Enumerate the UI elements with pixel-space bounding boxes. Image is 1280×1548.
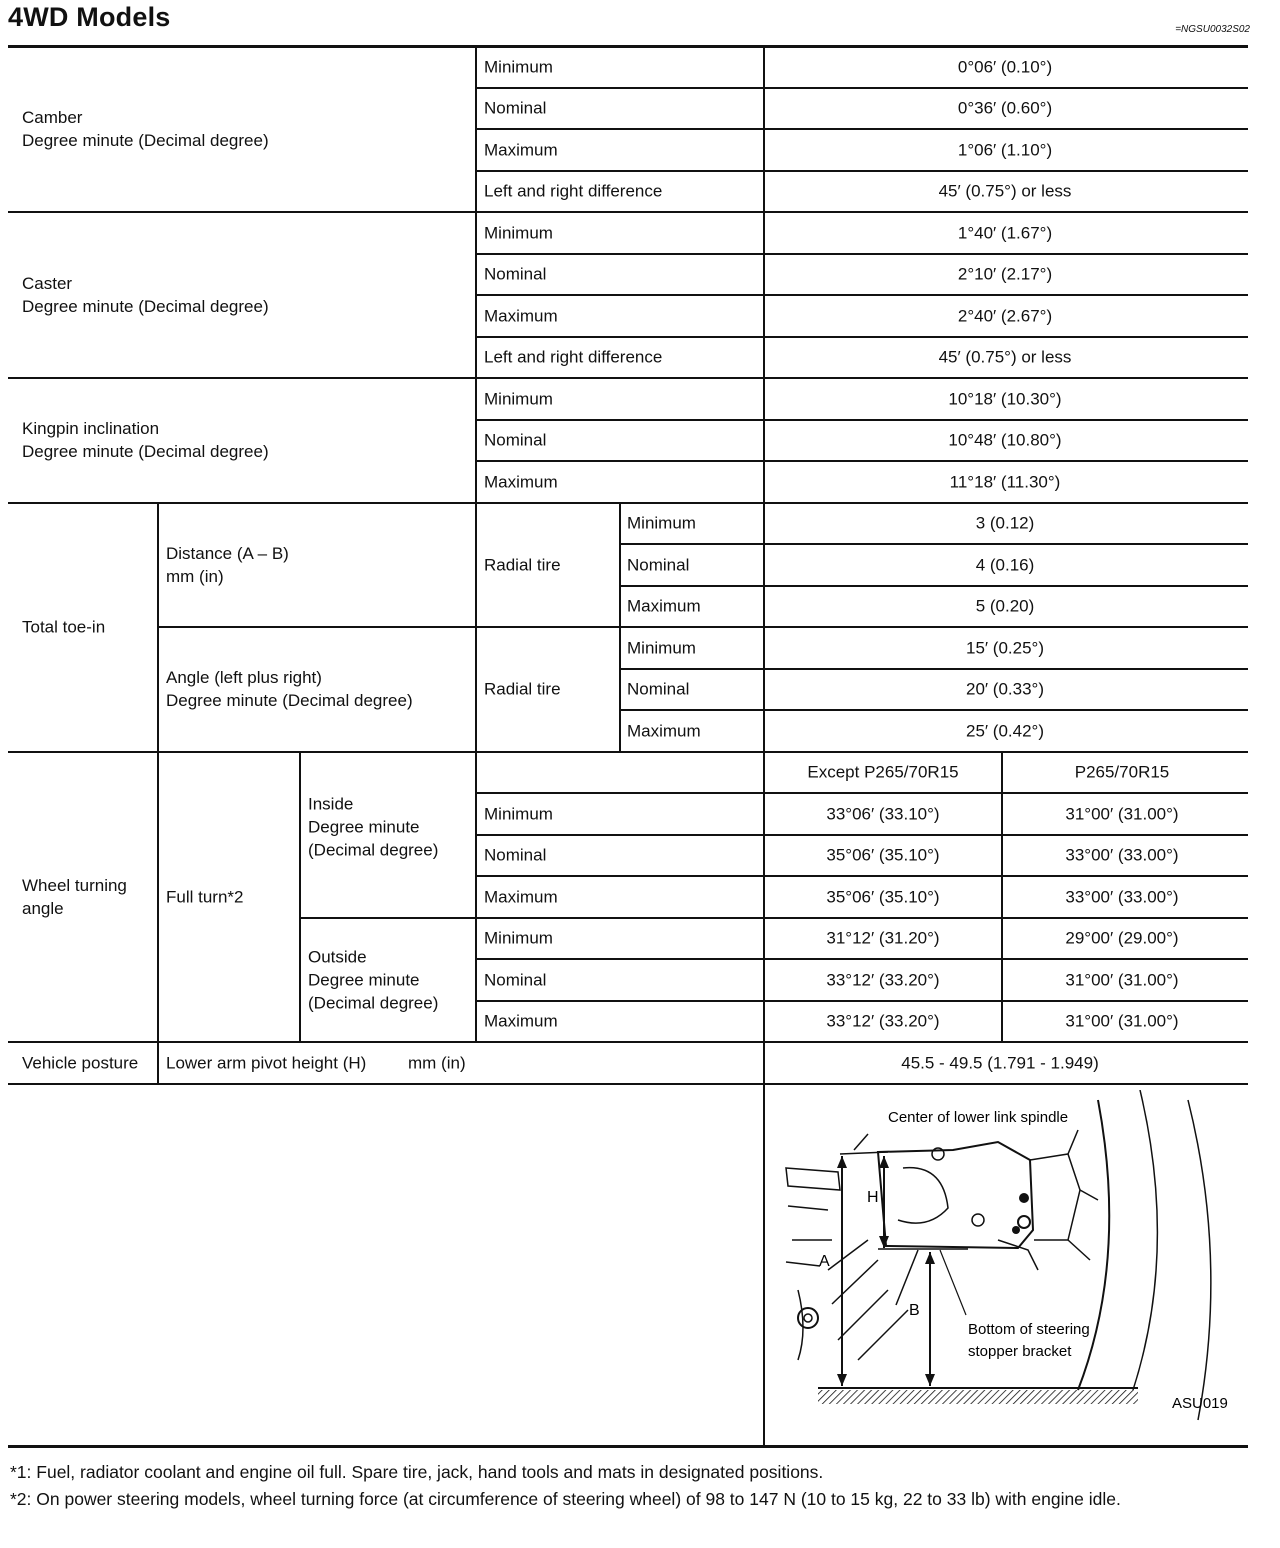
table-rule-h: [476, 87, 1248, 89]
camber-row-value: 0°06′ (0.10°): [957, 57, 1053, 77]
inside-row-value-p265: 31°00′ (31.00°): [1065, 804, 1179, 824]
outside-row-value-p265: 31°00′ (31.00°): [1065, 1011, 1179, 1031]
inside-row-label: Maximum: [484, 887, 558, 907]
inside-row-label: Minimum: [484, 804, 553, 824]
table-rule-v: [763, 1084, 765, 1447]
table-rule-h: [620, 668, 1248, 670]
camber-row-label: Left and right difference: [484, 181, 663, 201]
pivot-height-label: Lower arm pivot height (H): [166, 1053, 367, 1073]
inside-label: Inside Degree minute (Decimal degree): [308, 794, 439, 859]
table-rule-h: [300, 917, 1248, 919]
caster-row-label: Left and right difference: [484, 347, 663, 367]
table-rule-v: [475, 503, 477, 1043]
stopper-bracket-line-1: Bottom of steering: [968, 1321, 1090, 1338]
dimension-h-label: H: [867, 1189, 879, 1206]
table-rule-h: [8, 751, 1248, 753]
table-rule-h: [620, 709, 1248, 711]
page-title: 4WD Models: [8, 2, 171, 32]
inside-row-value-except: 35°06′ (35.10°): [826, 845, 940, 865]
table-rule-v: [763, 793, 765, 1042]
camber-row-label: Minimum: [484, 57, 553, 77]
wheel-turning-label: Wheel turning angle: [22, 875, 127, 918]
footnote-1: *1: Fuel, radiator coolant and engine oil full. Spare tire, jack, hand tools and mats in designated positions.: [10, 1462, 824, 1482]
stopper-bracket-label: [968, 1321, 1094, 1360]
vehicle-posture-label: Vehicle posture: [22, 1053, 139, 1073]
lower-arm-pivot-height-diagram: [768, 1090, 1248, 1430]
kingpin-label: Kingpin inclination Degree minute (Decimal degree): [22, 419, 269, 462]
radial-tire-label: Radial tire: [484, 679, 561, 699]
toe-distance-row-value: 3 (0.12): [975, 513, 1035, 533]
inside-row-value-except: 33°06′ (33.10°): [826, 804, 940, 824]
table-rule-h: [8, 211, 1248, 213]
toe-distance-row-label: Minimum: [627, 513, 696, 533]
camber-row-value: 0°36′ (0.60°): [957, 98, 1053, 118]
table-rule-h: [8, 377, 1248, 379]
outside-row-label: Minimum: [484, 928, 553, 948]
dimension-b-label: B: [909, 1302, 920, 1319]
figure-code: ASU019: [1172, 1395, 1228, 1412]
table-rule-h: [8, 1083, 1248, 1085]
center-spindle-label: Center of lower link spindle: [888, 1109, 1069, 1126]
table-rule-h: [8, 1041, 1248, 1043]
toe-distance-row-value: 4 (0.16): [975, 555, 1035, 575]
inside-row-label: Nominal: [484, 845, 547, 865]
toe-in-label: Total toe-in: [22, 617, 106, 637]
outside-row-value-except: 31°12′ (31.20°): [826, 928, 940, 948]
table-rule-h: [476, 294, 1248, 296]
stopper-bracket-line-2: stopper bracket: [968, 1343, 1072, 1360]
outside-row-label: Maximum: [484, 1011, 558, 1031]
table-rule-h: [620, 585, 1248, 587]
table-rule-v: [475, 46, 477, 503]
table-rule-h: [476, 170, 1248, 172]
toe-distance-row-label: Nominal: [627, 555, 690, 575]
toe-angle-row-label: Minimum: [627, 638, 696, 658]
table-rule-h: [8, 45, 1248, 48]
inside-row-value-p265: 33°00′ (33.00°): [1065, 845, 1179, 865]
table-rule-h: [476, 336, 1248, 338]
camber-row-label: Maximum: [484, 140, 558, 160]
outside-row-label: Nominal: [484, 970, 547, 990]
caster-row-value: 2°40′ (2.67°): [957, 306, 1053, 326]
table-rule-h: [476, 792, 1248, 794]
toe-distance-row-label: Maximum: [627, 596, 701, 616]
table-rule-v: [1001, 752, 1003, 1043]
toe-distance-label: Distance (A – B) mm (in): [166, 543, 289, 586]
outside-row-value-except: 33°12′ (33.20°): [826, 1011, 940, 1031]
outside-row-value-p265: 31°00′ (31.00°): [1065, 970, 1179, 990]
toe-angle-row-value: 15′ (0.25°): [965, 638, 1045, 658]
suspension-illustration: [768, 1090, 1248, 1430]
table-rule-h: [476, 253, 1248, 255]
caster-row-label: Nominal: [484, 264, 547, 284]
toe-angle-row-label: Nominal: [627, 679, 690, 699]
caster-row-label: Maximum: [484, 306, 558, 326]
table-rule-h: [476, 875, 1248, 877]
footnote-2: *2: On power steering models, wheel turning force (at circumference of steering wheel) of 98 to 147 N (10 to 15 kg, 22 to 33 lb) with engine idle.: [10, 1489, 1121, 1509]
toe-angle-row-value: 20′ (0.33°): [965, 679, 1045, 699]
toe-angle-label: Angle (left plus right) Degree minute (Decimal degree): [166, 668, 413, 711]
toe-distance-row-value: 5 (0.20): [975, 596, 1035, 616]
kingpin-row-label: Nominal: [484, 430, 547, 450]
caster-label: Caster Degree minute (Decimal degree): [22, 274, 269, 316]
column-header-except: Except P265/70R15: [807, 762, 959, 782]
camber-row-value: 45′ (0.75°) or less: [938, 181, 1072, 201]
pivot-height-value: 45.5 - 49.5 (1.791 - 1.949): [901, 1053, 1099, 1073]
inside-row-value-p265: 33°00′ (33.00°): [1065, 887, 1179, 907]
table-rule-h: [8, 502, 1248, 504]
table-rule-v: [763, 1042, 765, 1084]
kingpin-row-value: 10°48′ (10.80°): [948, 430, 1062, 450]
table-rule-h: [620, 543, 1248, 545]
table-rule-h: [158, 626, 1248, 628]
document-code: =NGSU0032S02: [1175, 24, 1250, 35]
kingpin-row-value: 11°18′ (11.30°): [949, 472, 1061, 492]
kingpin-row-label: Maximum: [484, 472, 558, 492]
kingpin-row-value: 10°18′ (10.30°): [948, 389, 1062, 409]
inside-row-value-except: 35°06′ (35.10°): [826, 887, 940, 907]
toe-angle-row-label: Maximum: [627, 721, 701, 741]
toe-angle-row-value: 25′ (0.42°): [965, 721, 1045, 741]
column-header-p265: P265/70R15: [1074, 762, 1170, 782]
outside-label: Outside Degree minute (Decimal degree): [308, 947, 439, 1013]
table-rule-v: [157, 503, 159, 1084]
table-rule-h: [476, 460, 1248, 462]
outside-row-value-p265: 29°00′ (29.00°): [1065, 928, 1179, 948]
pivot-height-unit: mm (in): [408, 1053, 466, 1073]
table-rule-v: [619, 503, 621, 752]
caster-row-value: 2°10′ (2.17°): [957, 264, 1053, 284]
outside-row-value-except: 33°12′ (33.20°): [826, 970, 940, 990]
table-rule-v: [299, 752, 301, 1043]
table-rule-h: [476, 128, 1248, 130]
camber-row-value: 1°06′ (1.10°): [957, 140, 1053, 160]
table-rule-h: [476, 834, 1248, 836]
table-rule-v: [763, 46, 765, 503]
radial-tire-label: Radial tire: [484, 555, 561, 575]
table-rule-h: [476, 419, 1248, 421]
camber-row-label: Nominal: [484, 98, 547, 118]
caster-row-value: 1°40′ (1.67°): [957, 223, 1053, 243]
caster-row-value: 45′ (0.75°) or less: [938, 347, 1072, 367]
table-rule-h: [8, 1445, 1248, 1448]
full-turn-label: Full turn*2: [166, 887, 244, 907]
dimension-a-label: A: [819, 1253, 830, 1270]
table-rule-v: [763, 503, 765, 752]
kingpin-row-label: Minimum: [484, 389, 553, 409]
table-rule-h: [476, 1000, 1248, 1002]
table-rule-v: [763, 752, 765, 794]
caster-row-label: Minimum: [484, 223, 553, 243]
table-rule-h: [476, 958, 1248, 960]
camber-label: Camber Degree minute (Decimal degree): [22, 108, 269, 150]
